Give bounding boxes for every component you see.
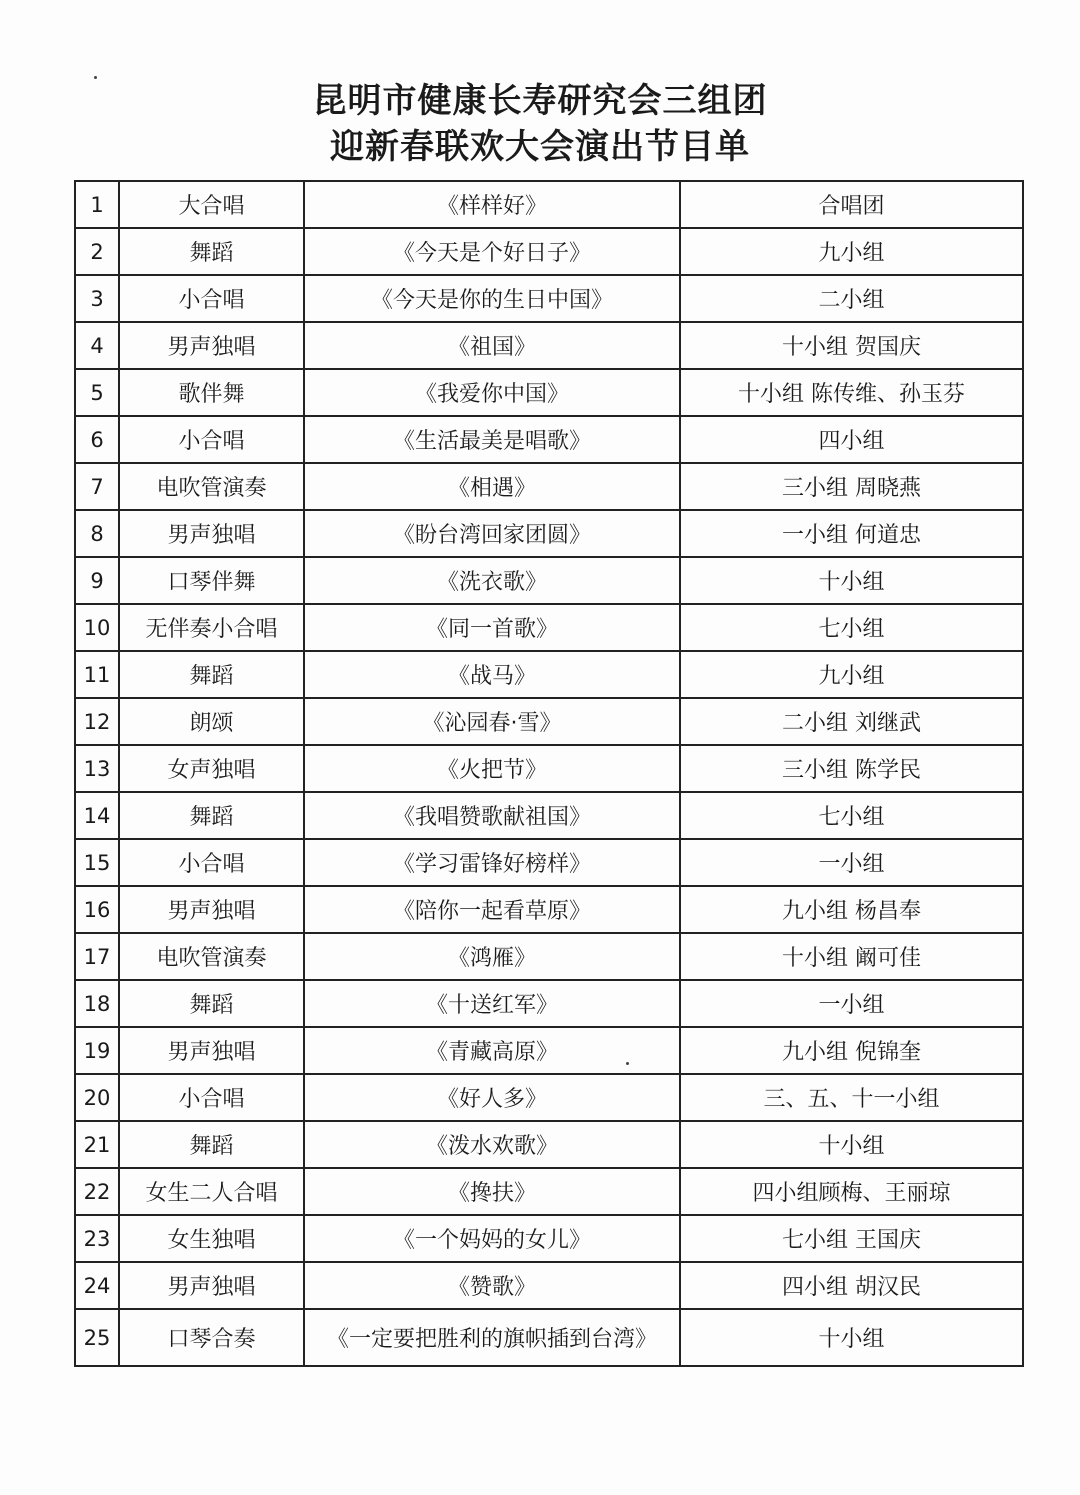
- program-performer: 九小组 杨昌奉: [680, 886, 1023, 933]
- program-performer: 一小组 何道忠: [680, 510, 1023, 557]
- program-title: 《陪你一起看草原》: [304, 886, 680, 933]
- program-performer: 四小组 胡汉民: [680, 1262, 1023, 1309]
- program-performer: 九小组 倪锦奎: [680, 1027, 1023, 1074]
- table-row: [75, 792, 1023, 839]
- table-row: [75, 369, 1023, 416]
- program-type: 男声独唱: [119, 1262, 304, 1309]
- program-type: 女生独唱: [119, 1215, 304, 1262]
- program-performer: 二小组 刘继武: [680, 698, 1023, 745]
- program-title: 《青藏高原》: [304, 1027, 680, 1074]
- program-number: 5: [75, 369, 119, 416]
- program-type: 男声独唱: [119, 1027, 304, 1074]
- program-title: 《一个妈妈的女儿》: [304, 1215, 680, 1262]
- program-table-body: [75, 181, 1023, 1366]
- program-number: 2: [75, 228, 119, 275]
- table-row: [75, 181, 1023, 228]
- program-type: 舞蹈: [119, 1121, 304, 1168]
- program-title: 《一定要把胜利的旗帜插到台湾》: [304, 1309, 680, 1366]
- program-title: 《学习雷锋好榜样》: [304, 839, 680, 886]
- program-title: 《同一首歌》: [304, 604, 680, 651]
- program-performer: 三、五、十一小组: [680, 1074, 1023, 1121]
- program-title: 《生活最美是唱歌》: [304, 416, 680, 463]
- program-number: 4: [75, 322, 119, 369]
- program-performer: 七小组: [680, 792, 1023, 839]
- program-title: 《泼水欢歌》: [304, 1121, 680, 1168]
- program-title: 《祖国》: [304, 322, 680, 369]
- program-type: 小合唱: [119, 275, 304, 322]
- program-title: 《火把节》: [304, 745, 680, 792]
- program-type: 男声独唱: [119, 886, 304, 933]
- program-performer: 九小组: [680, 228, 1023, 275]
- program-title: 《鸿雁》: [304, 933, 680, 980]
- program-type: 男声独唱: [119, 322, 304, 369]
- program-type: 电吹管演奏: [119, 933, 304, 980]
- program-performer: 二小组: [680, 275, 1023, 322]
- program-number: 20: [75, 1074, 119, 1121]
- program-type: 舞蹈: [119, 228, 304, 275]
- program-performer: 七小组: [680, 604, 1023, 651]
- program-type: 大合唱: [119, 181, 304, 228]
- table-row: [75, 698, 1023, 745]
- program-performer: 四小组顾梅、王丽琼: [680, 1168, 1023, 1215]
- program-type: 舞蹈: [119, 792, 304, 839]
- program-title: 《沁园春·雪》: [304, 698, 680, 745]
- program-performer: 十小组: [680, 557, 1023, 604]
- program-type: 舞蹈: [119, 980, 304, 1027]
- program-performer: 九小组: [680, 651, 1023, 698]
- program-title: 《相遇》: [304, 463, 680, 510]
- program-type: 电吹管演奏: [119, 463, 304, 510]
- table-row: [75, 604, 1023, 651]
- program-number: 16: [75, 886, 119, 933]
- program-number: 14: [75, 792, 119, 839]
- program-number: 12: [75, 698, 119, 745]
- program-title: 《战马》: [304, 651, 680, 698]
- program-number: 21: [75, 1121, 119, 1168]
- program-number: 15: [75, 839, 119, 886]
- program-number: 1: [75, 181, 119, 228]
- program-number: 8: [75, 510, 119, 557]
- program-title: 《样样好》: [304, 181, 680, 228]
- table-row: [75, 1074, 1023, 1121]
- table-row: [75, 416, 1023, 463]
- program-title: 《搀扶》: [304, 1168, 680, 1215]
- table-row: [75, 1215, 1023, 1262]
- program-number: 17: [75, 933, 119, 980]
- program-performer: 合唱团: [680, 181, 1023, 228]
- program-performer: 十小组: [680, 1121, 1023, 1168]
- program-number: 3: [75, 275, 119, 322]
- program-title: 《十送红军》: [304, 980, 680, 1027]
- table-row: [75, 228, 1023, 275]
- program-number: 25: [75, 1309, 119, 1366]
- document-title: [0, 78, 1080, 170]
- program-number: 13: [75, 745, 119, 792]
- program-type: 小合唱: [119, 1074, 304, 1121]
- program-performer: 七小组 王国庆: [680, 1215, 1023, 1262]
- title-line-2: 迎新春联欢大会演出节目单: [330, 127, 750, 167]
- table-row: [75, 745, 1023, 792]
- program-performer: 三小组 周晓燕: [680, 463, 1023, 510]
- table-row: [75, 980, 1023, 1027]
- table-row: [75, 557, 1023, 604]
- program-type: 女生二人合唱: [119, 1168, 304, 1215]
- program-number: 22: [75, 1168, 119, 1215]
- table-row: [75, 1262, 1023, 1309]
- program-type: 朗颂: [119, 698, 304, 745]
- program-number: 11: [75, 651, 119, 698]
- program-performer: 一小组: [680, 980, 1023, 1027]
- program-number: 19: [75, 1027, 119, 1074]
- program-number: 7: [75, 463, 119, 510]
- title-line-1: 昆明市健康长寿研究会三组团: [312, 81, 768, 121]
- program-title: 《今天是个好日子》: [304, 228, 680, 275]
- table-row: [75, 510, 1023, 557]
- program-table: [74, 180, 1024, 1367]
- table-row: [75, 1168, 1023, 1215]
- program-number: 23: [75, 1215, 119, 1262]
- program-performer: 四小组: [680, 416, 1023, 463]
- program-number: 10: [75, 604, 119, 651]
- program-performer: 十小组 贺国庆: [680, 322, 1023, 369]
- program-title: 《好人多》: [304, 1074, 680, 1121]
- program-number: 6: [75, 416, 119, 463]
- program-performer: 三小组 陈学民: [680, 745, 1023, 792]
- program-type: 女声独唱: [119, 745, 304, 792]
- program-performer: 一小组: [680, 839, 1023, 886]
- program-title: 《盼台湾回家团圆》: [304, 510, 680, 557]
- program-type: 歌伴舞: [119, 369, 304, 416]
- program-number: 9: [75, 557, 119, 604]
- table-row: [75, 322, 1023, 369]
- table-row: [75, 275, 1023, 322]
- program-type: 小合唱: [119, 839, 304, 886]
- table-row: [75, 1121, 1023, 1168]
- table-row: [75, 651, 1023, 698]
- program-title: 《我唱赞歌献祖国》: [304, 792, 680, 839]
- program-type: 舞蹈: [119, 651, 304, 698]
- program-type: 无伴奏小合唱: [119, 604, 304, 651]
- table-row: [75, 933, 1023, 980]
- program-performer: 十小组 阚可佳: [680, 933, 1023, 980]
- program-type: 小合唱: [119, 416, 304, 463]
- program-performer: 十小组 陈传维、孙玉芬: [680, 369, 1023, 416]
- program-title: 《赞歌》: [304, 1262, 680, 1309]
- program-title: 《我爱你中国》: [304, 369, 680, 416]
- table-row: [75, 1309, 1023, 1366]
- program-number: 24: [75, 1262, 119, 1309]
- table-row: [75, 886, 1023, 933]
- program-type: 口琴伴舞: [119, 557, 304, 604]
- table-row: [75, 839, 1023, 886]
- table-row: [75, 463, 1023, 510]
- program-number: 18: [75, 980, 119, 1027]
- program-type: 男声独唱: [119, 510, 304, 557]
- program-title: 《洗衣歌》: [304, 557, 680, 604]
- program-performer: 十小组: [680, 1309, 1023, 1366]
- program-title: 《今天是你的生日中国》: [304, 275, 680, 322]
- program-type: 口琴合奏: [119, 1309, 304, 1366]
- table-row: [75, 1027, 1023, 1074]
